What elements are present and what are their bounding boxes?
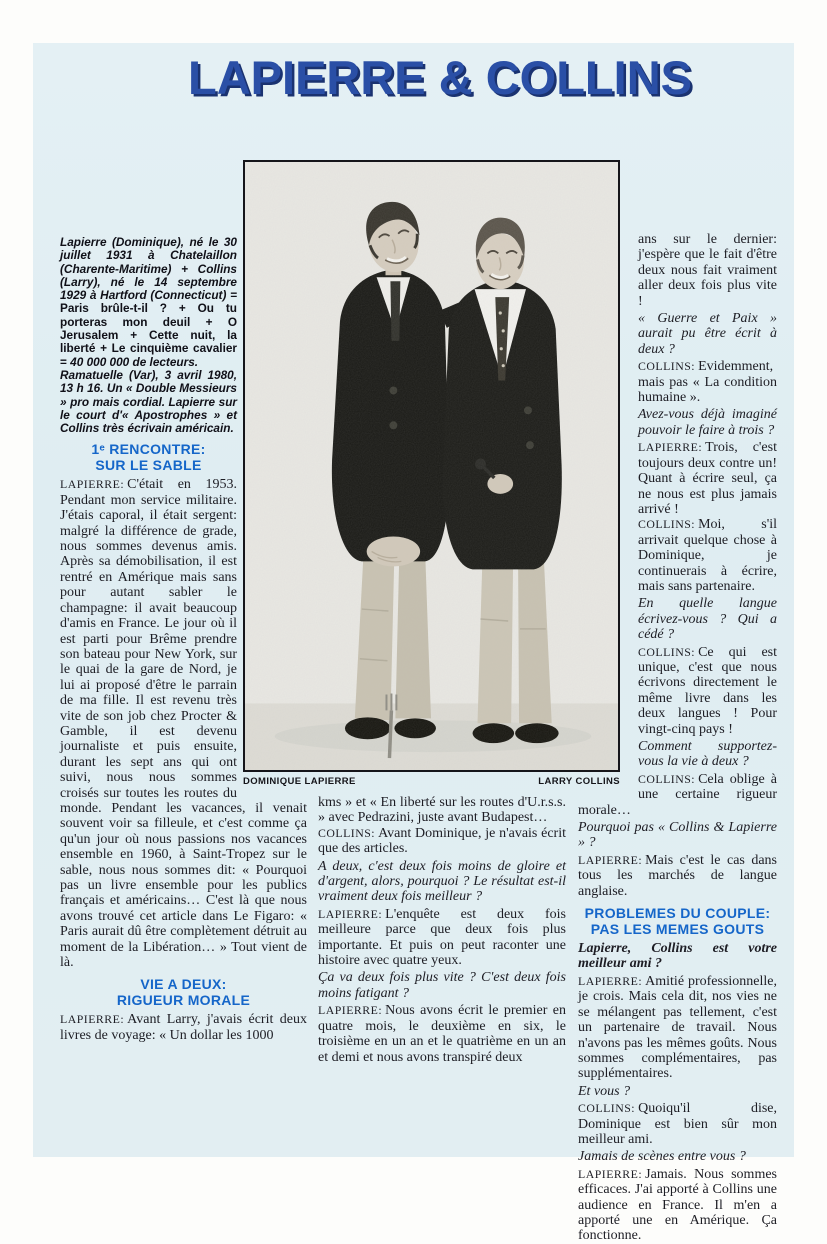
interview-paragraph: Pourquoi pas « Collins & Lapierre » ? bbox=[578, 820, 777, 851]
speaker-label: LAPIERRE: bbox=[60, 1012, 125, 1027]
photo-caption-left: DOMINIQUE LAPIERRE bbox=[243, 776, 356, 787]
speaker-label: LAPIERRE: bbox=[318, 1003, 383, 1018]
page-title: LAPIERRE & COLLINS bbox=[188, 51, 692, 104]
speaker-label: COLLINS: bbox=[578, 1101, 636, 1116]
interview-paragraph: LAPIERRE: Jamais. Nous sommes efficaces. J'ai apporté à Collins une audience en France. Il m'en a apporté une en Amérique. Ça fonctionne. bbox=[578, 1166, 777, 1244]
interview-paragraph: COLLINS: Moi, s'il arrivait quelque chose à Dominique, je continuerais à écrire, mais sans partenaire. bbox=[638, 517, 777, 594]
interview-paragraph: Comment supportez-vous la vie à deux ? bbox=[638, 739, 777, 770]
interview-paragraph: A deux, c'est deux fois moins de gloire et d'argent, alors, pourquoi ? Le résultat est-il vraiment deux fois meilleur ? bbox=[318, 858, 566, 905]
right-column bbox=[578, 232, 777, 1244]
interview-paragraph: ans sur le dernier: j'espère que le fait d'être deux nous fait vraiment aller deux fois plus vite ! bbox=[638, 232, 777, 309]
interview-paragraph: COLLINS: Cela oblige à une certaine rigueur morale… bbox=[578, 771, 777, 818]
left-column bbox=[60, 236, 307, 1043]
middle-column bbox=[318, 795, 566, 1065]
interview-paragraph: Ça va deux fois plus vite ? C'est deux fois moins fatigant ? bbox=[318, 970, 566, 1001]
interview-paragraph: Jamais de scènes entre vous ? bbox=[578, 1149, 746, 1165]
vie-a-deux-paragraph: LAPIERRE: Avant Larry, j'avais écrit deux livres de voyage: « Un dollar les 1000 bbox=[60, 1012, 307, 1043]
speaker-label: LAPIERRE: bbox=[60, 477, 125, 492]
bio-run: 40 000 000 de lecteurs. bbox=[70, 354, 199, 369]
speaker-label: COLLINS: bbox=[638, 644, 696, 659]
interview-paragraph: Et vous ? bbox=[578, 1083, 631, 1099]
speaker-label: LAPIERRE: bbox=[578, 973, 643, 988]
speaker-label: LAPIERRE: bbox=[578, 1166, 643, 1181]
photo-caption-right: LARRY COLLINS bbox=[538, 776, 620, 787]
intro-bio-paragraph-2: Ramatuelle (Var), 3 avril 1980, 13 h 16. Un « Double Messieurs » pro mais cordial. Lapierre sur le court d'« Apostrophes » et Collins très écrivain américain. bbox=[60, 367, 237, 436]
interview-paragraph: « Guerre et Paix » aurait pu être écrit à deux ? bbox=[638, 311, 777, 357]
interview-paragraph: COLLINS: Avant Dominique, je n'avais écrit que des articles. bbox=[318, 825, 566, 857]
interview-paragraph: Lapierre, Collins est votre meilleur ami ? bbox=[578, 941, 777, 972]
photo-spacer bbox=[237, 236, 307, 796]
interview-paragraph: Avez-vous déjà imaginé pouvoir le faire à trois ? bbox=[638, 407, 777, 438]
interview-paragraph: En quelle langue écrivez-vous ? Qui a cédé ? bbox=[638, 596, 777, 643]
interview-paragraph: LAPIERRE: Amitié professionnelle, je crois. Mais cela dit, nos vies ne se mélangent pas tellement, c'est un partenaire de travail. Nous n'avons pas les mêmes goûts. Nous sommes complémentaires, pas supplémentaires. bbox=[578, 973, 777, 1082]
interview-paragraph: COLLINS: Evidemment, mais pas « La condition humaine ». bbox=[638, 359, 777, 406]
photo-spacer bbox=[578, 232, 638, 798]
speaker-label: LAPIERRE: bbox=[318, 906, 383, 921]
bio-run: Lapierre (Dominique), né le 30 juillet 1931 à Chatelaillon (Charente-Maritime) + Collins (Larry), né le 14 septembre 1929 à Hartford (Connecticut) = bbox=[60, 235, 237, 303]
interview-paragraph: COLLINS: Quoiqu'il dise, Dominique est bien sûr mon meilleur ami. bbox=[578, 1101, 777, 1147]
section-heading-rencontre: 1ᵉ RENCONTRE: SUR LE SABLE bbox=[91, 441, 206, 473]
speaker-label: COLLINS: bbox=[638, 517, 696, 532]
speaker-label: COLLINS: bbox=[638, 771, 696, 786]
bio-run: Paris brûle-t-il ? + Ou tu porteras mon deuil + O Jerusalem + Cette nuit, la liberté + Le cinquième cavalier = bbox=[60, 301, 237, 369]
interview-paragraph: LAPIERRE: Nous avons écrit le premier en quatre mois, le deuxième en six, le troisième en un an et le quatrième en un an et demi et nous avons transpiré deux bbox=[318, 1003, 566, 1065]
interview-paragraph: kms » et « En liberté sur les routes d'U.r.s.s. » avec Pedrazini, juste avant Budapest… bbox=[318, 795, 566, 826]
speaker-label: LAPIERRE: bbox=[638, 440, 703, 455]
speaker-label: COLLINS: bbox=[318, 825, 376, 840]
speaker-label: COLLINS: bbox=[638, 359, 696, 374]
rencontre-paragraph: LAPIERRE: C'était en 1953. Pendant mon service militaire. J'étais caporal, il était sergent: malgré la différence de grade, nous sommes devenus amis. Après sa démobilisation, il est rentré en Amérique mais sans pour autant sabler le champagne: il avait beaucoup d'amis en France. Le jour où il est parti pour Brême prendre son bateau pour New York, sur le quai de la gare de Nord, je lui ai proposé d'être le parrain de ma fille. Il est revenu très vite de son job chez Procter & Gamble, il est devenu journaliste et puis ensuite, durant les sept ans qui ont suivi, nous nous sommes croisés sur toutes les routes du monde. Pendant les vacances, il venait souvent voir sa filleule, et c'est comme ça qu'un jour où nous passions nos vacances ensemble en 1960, à Saint-Tropez sur le sable, nous nous sommes dit: « Pourquoi pas un livre ensemble pour les publics français et américains… C'est là que nous avons trouvé cet article dans Le Figaro: « Paris aurait dû être complètement détruit au moment de la Libération… » Tout vient de là. bbox=[60, 477, 307, 971]
speaker-label: LAPIERRE: bbox=[578, 852, 643, 867]
interview-paragraph: COLLINS: Ce qui est unique, c'est que nous écrivons directement le même livre dans les deux langues ! Pour vingt-cinq pays ! bbox=[638, 644, 777, 737]
right-column-bottom bbox=[578, 941, 777, 1244]
interview-paragraph: LAPIERRE: Mais c'est le cas dans tous les marchés de langue anglaise. bbox=[578, 852, 777, 899]
interview-paragraph: LAPIERRE: Trois, c'est toujours deux contre un! Quant à écrire seul, ça ne nous est plus jamais arrivé ! bbox=[638, 440, 777, 517]
section-heading-problemes: PROBLEMES DU COUPLE: PAS LES MEMES GOUTS bbox=[584, 905, 771, 937]
section-heading-vie-a-deux: VIE A DEUX: RIGUEUR MORALE bbox=[116, 976, 251, 1008]
interview-paragraph: LAPIERRE: L'enquête est deux fois meilleure parce que deux fois plus importante. Et puis on peut raconter une histoire avec quatre yeux. bbox=[318, 906, 566, 969]
